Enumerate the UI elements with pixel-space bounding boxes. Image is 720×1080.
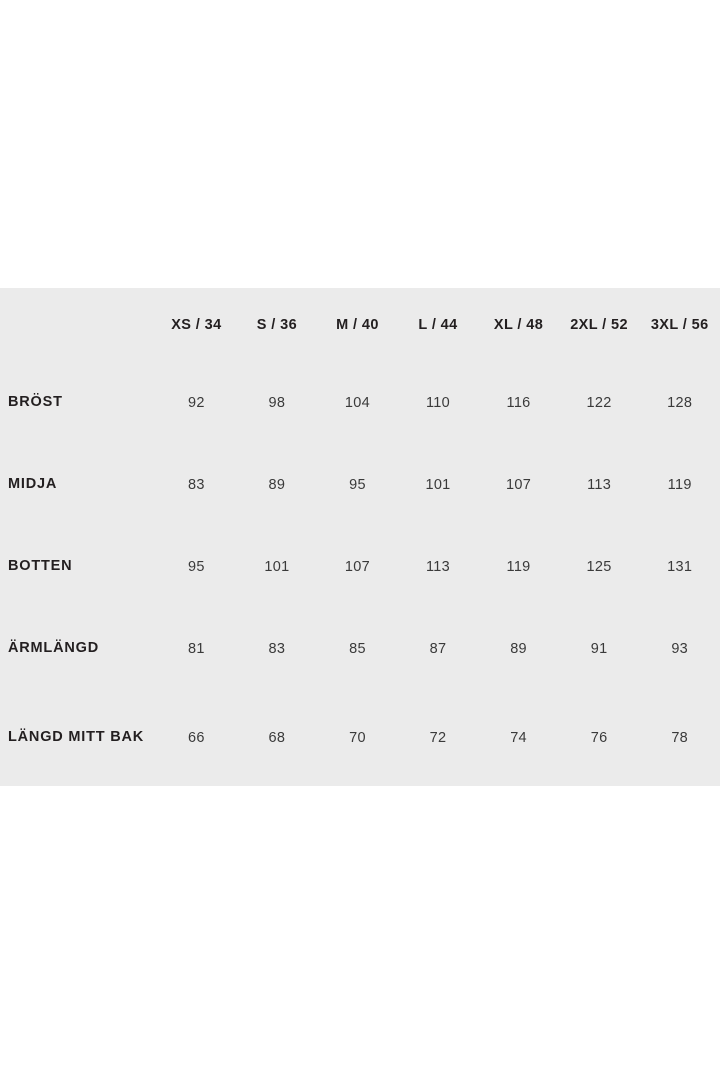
cell-langd-mitt-bak-m: 70 bbox=[349, 730, 366, 746]
column-header-2xl: 2XL / 52 bbox=[570, 316, 628, 333]
column-header-m: M / 40 bbox=[336, 316, 379, 333]
size-chart-table bbox=[0, 288, 720, 786]
header-row bbox=[0, 288, 720, 362]
column-header-3xl: 3XL / 56 bbox=[650, 316, 709, 333]
cell-brost-2xl: 122 bbox=[586, 395, 612, 411]
cell-midja-2xl: 113 bbox=[587, 477, 612, 493]
cell-midja-l: 101 bbox=[425, 477, 451, 493]
cell-armlangd-3xl: 93 bbox=[671, 641, 689, 657]
cell-langd-mitt-bak-3xl: 78 bbox=[671, 730, 689, 746]
row-label-brost: BRÖST bbox=[8, 394, 63, 411]
cell-midja-m: 95 bbox=[349, 477, 366, 493]
cell-armlangd-m: 85 bbox=[349, 641, 366, 657]
table-row bbox=[0, 526, 720, 608]
cell-botten-l: 113 bbox=[425, 559, 451, 575]
cell-armlangd-s: 83 bbox=[268, 641, 286, 657]
size-chart bbox=[0, 288, 720, 786]
column-header-xl: XL / 48 bbox=[493, 316, 544, 333]
table-row bbox=[0, 444, 720, 526]
row-label-midja: MIDJA bbox=[8, 476, 58, 493]
cell-midja-xs: 83 bbox=[188, 477, 205, 493]
column-header-s: S / 36 bbox=[256, 316, 298, 333]
cell-midja-s: 89 bbox=[268, 477, 286, 493]
cell-langd-mitt-bak-xl: 74 bbox=[510, 730, 527, 746]
cell-armlangd-xl: 89 bbox=[510, 641, 527, 657]
table-row bbox=[0, 608, 720, 690]
row-label-armlangd: ÄRMLÄNGD bbox=[8, 640, 99, 657]
row-label-langd-mitt-bak: LÄNGD MITT BAK bbox=[8, 729, 145, 746]
cell-midja-3xl: 119 bbox=[667, 477, 692, 493]
column-header-l: L / 44 bbox=[418, 316, 458, 333]
row-label-botten: BOTTEN bbox=[8, 558, 73, 575]
cell-brost-3xl: 128 bbox=[667, 395, 693, 411]
column-header-xs: XS / 34 bbox=[171, 316, 222, 333]
size-chart-header bbox=[0, 288, 720, 362]
cell-botten-xl: 119 bbox=[506, 559, 531, 575]
cell-armlangd-xs: 81 bbox=[188, 641, 205, 657]
cell-brost-s: 98 bbox=[268, 395, 286, 411]
cell-brost-m: 104 bbox=[344, 395, 370, 411]
cell-armlangd-l: 87 bbox=[429, 641, 447, 657]
cell-brost-xl: 116 bbox=[506, 395, 531, 411]
cell-langd-mitt-bak-2xl: 76 bbox=[590, 730, 608, 746]
header-corner-cell bbox=[0, 288, 156, 362]
cell-botten-m: 107 bbox=[344, 559, 370, 575]
cell-langd-mitt-bak-xs: 66 bbox=[188, 730, 205, 746]
cell-botten-xs: 95 bbox=[188, 559, 205, 575]
cell-armlangd-2xl: 91 bbox=[590, 641, 608, 657]
cell-botten-3xl: 131 bbox=[667, 559, 693, 575]
table-row bbox=[0, 690, 720, 786]
size-chart-body bbox=[0, 362, 720, 786]
cell-midja-xl: 107 bbox=[506, 477, 532, 493]
table-row bbox=[0, 362, 720, 444]
cell-brost-l: 110 bbox=[425, 395, 451, 411]
cell-botten-2xl: 125 bbox=[586, 559, 612, 575]
cell-botten-s: 101 bbox=[264, 559, 290, 575]
cell-langd-mitt-bak-s: 68 bbox=[268, 730, 286, 746]
cell-langd-mitt-bak-l: 72 bbox=[429, 730, 447, 746]
cell-brost-xs: 92 bbox=[188, 395, 205, 411]
